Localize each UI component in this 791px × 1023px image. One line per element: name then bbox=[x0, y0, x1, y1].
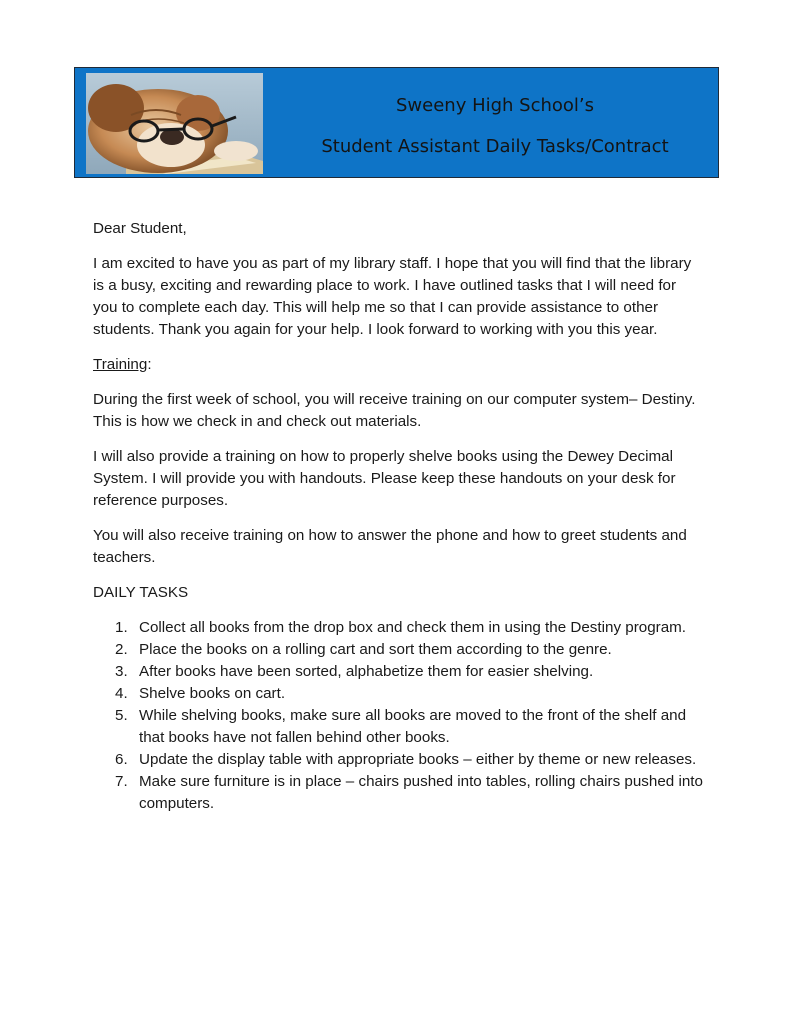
list-item-number: 6. bbox=[115, 751, 128, 768]
list-item-text: While shelving books, make sure all books are moved to the front of the shelf and that books have not fallen behind other books. bbox=[139, 707, 687, 746]
training-heading: Training bbox=[93, 356, 148, 373]
list-item-text: After books have been sorted, alphabetize them for easier shelving. bbox=[139, 663, 594, 680]
list-item bbox=[93, 705, 703, 749]
list-item-number: 4. bbox=[115, 685, 128, 702]
greeting: Dear Student, bbox=[93, 220, 187, 237]
list-item bbox=[93, 749, 703, 771]
header-banner bbox=[74, 67, 719, 178]
daily-tasks-heading: DAILY TASKS bbox=[93, 584, 189, 601]
list-item-text: Make sure furniture is in place – chairs pushed into tables, rolling chairs pushed into computers. bbox=[139, 773, 703, 812]
list-item-number: 3. bbox=[115, 663, 128, 680]
list-item-text: Place the books on a rolling cart and sort them according to the genre. bbox=[139, 641, 612, 658]
document-title: Student Assistant Daily Tasks/Contract bbox=[321, 136, 669, 157]
list-item bbox=[93, 661, 703, 683]
list-item-number: 5. bbox=[115, 707, 128, 724]
list-item-text: Shelve books on cart. bbox=[139, 685, 286, 702]
list-item bbox=[93, 639, 703, 661]
list-item-number: 2. bbox=[115, 641, 128, 658]
list-item bbox=[93, 771, 703, 815]
list-item bbox=[93, 617, 703, 639]
training-paragraph-1: During the first week of school, you will receive training on our computer system– Destiny. This is how we check in and check out materials. bbox=[93, 391, 696, 430]
bulldog-reading-with-glasses-image bbox=[86, 73, 263, 174]
list-item-text: Update the display table with appropriate books – either by theme or new releases. bbox=[139, 751, 697, 768]
list-item-text: Collect all books from the drop box and check them in using the Destiny program. bbox=[139, 619, 687, 636]
daily-tasks-list bbox=[93, 617, 703, 815]
letter-body bbox=[93, 218, 703, 815]
school-name-title: Sweeny High School’s bbox=[395, 95, 595, 116]
training-paragraph-2: I will also provide a training on how to properly shelve books using the Dewey Decimal System. I will provide you with handouts. Please keep these handouts on your desk for reference purposes. bbox=[93, 448, 676, 509]
intro-paragraph: I am excited to have you as part of my library staff. I hope that you will find that the library is a busy, exciting and rewarding place to work. I have outlined tasks that I will need for you to complete each day. This will help me so that I can provide assistance to other students. Thank you again for your help. I look forward to working with you this year. bbox=[93, 255, 692, 338]
training-heading-colon: : bbox=[147, 356, 152, 373]
list-item-number: 1. bbox=[115, 619, 128, 636]
training-heading-line bbox=[93, 354, 703, 376]
training-paragraph-3: You will also receive training on how to answer the phone and how to greet students and teachers. bbox=[93, 527, 687, 566]
list-item-number: 7. bbox=[115, 773, 128, 790]
list-item bbox=[93, 683, 703, 705]
